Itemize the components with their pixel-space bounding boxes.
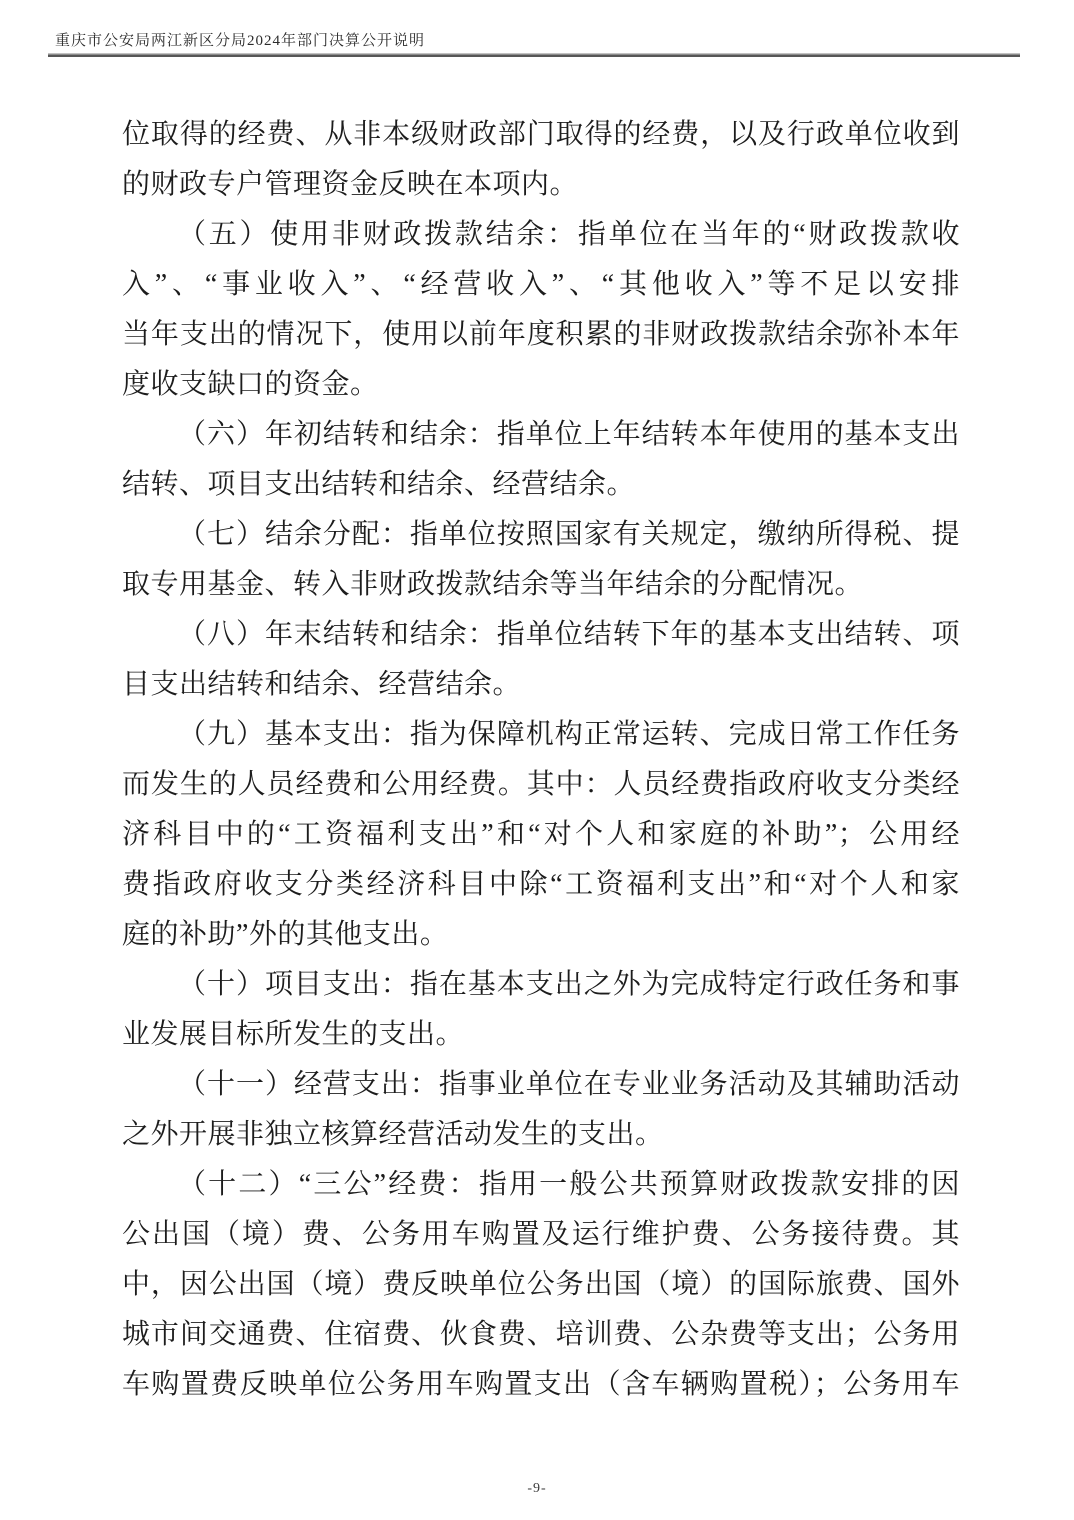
paragraph: [122, 410, 960, 510]
body-line: （八）年末结转和结余：指单位结转下年的基本支出结转、项: [178, 619, 960, 650]
body-line: 车购置费反映单位公务用车购置支出（含车辆购置税）；公务用车: [122, 1369, 960, 1400]
body-line: 庭的补助”外的其他支出。: [122, 919, 449, 950]
paragraph: [122, 710, 960, 960]
body-line: 结转、项目支出结转和结余、经营结余。: [122, 469, 636, 500]
body-line: （十）项目支出：指在基本支出之外为完成特定行政任务和事: [178, 969, 960, 1000]
body-line: 公出国（境）费、公务用车购置及运行维护费、公务接待费。其: [122, 1219, 960, 1250]
paragraph: [122, 110, 960, 210]
page-number: -9-: [527, 1481, 547, 1496]
body-line: 入”、“事业收入”、“经营收入”、“其他收入”等不足以安排: [122, 269, 960, 300]
body-line: 城市间交通费、住宿费、伙食费、培训费、公杂费等支出；公务用: [122, 1319, 960, 1350]
body-line: 济科目中的“工资福利支出”和“对个人和家庭的补助”；公用经: [122, 819, 960, 850]
paragraph: [122, 1060, 960, 1160]
body-line: （六）年初结转和结余：指单位上年结转本年使用的基本支出: [178, 419, 960, 450]
body-line: 之外开展非独立核算经营活动发生的支出。: [122, 1119, 664, 1150]
body-line: （十一）经营支出：指事业单位在专业业务活动及其辅助活动: [178, 1069, 960, 1100]
header-rule: [48, 53, 1020, 57]
body-line: 位取得的经费、从非本级财政部门取得的经费，以及行政单位收到: [122, 119, 960, 150]
document-body: [122, 110, 960, 1410]
body-line: 中，因公出国（境）费反映单位公务出国（境）的国际旅费、国外: [122, 1269, 960, 1300]
body-line: （七）结余分配：指单位按照国家有关规定，缴纳所得税、提: [178, 519, 960, 550]
paragraph: [122, 1160, 960, 1410]
body-line: （十二）“三公”经费：指用一般公共预算财政拨款安排的因: [178, 1169, 960, 1200]
body-line: 目支出结转和结余、经营结余。: [122, 669, 522, 700]
body-line: 而发生的人员经费和公用经费。其中：人员经费指政府收支分类经: [122, 769, 960, 800]
body-line: 度收支缺口的资金。: [122, 369, 379, 400]
paragraph: [122, 210, 960, 410]
body-line: （九）基本支出：指为保障机构正常运转、完成日常工作任务: [178, 719, 960, 750]
body-line: 费指政府收支分类经济科目中除“工资福利支出”和“对个人和家: [122, 869, 960, 900]
body-line: 取专用基金、转入非财政拨款结余等当年结余的分配情况。: [122, 569, 864, 600]
paragraph: [122, 510, 960, 610]
body-line: （五）使用非财政拨款结余：指单位在当年的“财政拨款收: [178, 219, 960, 250]
body-line: 业发展目标所发生的支出。: [122, 1019, 465, 1050]
paragraph: [122, 960, 960, 1060]
page-header-title: 重庆市公安局两江新区分局2024年部门决算公开说明: [55, 33, 426, 49]
body-line: 当年支出的情况下，使用以前年度积累的非财政拨款结余弥补本年: [122, 319, 960, 350]
body-line: 的财政专户管理资金反映在本项内。: [122, 169, 579, 200]
paragraph: [122, 610, 960, 710]
